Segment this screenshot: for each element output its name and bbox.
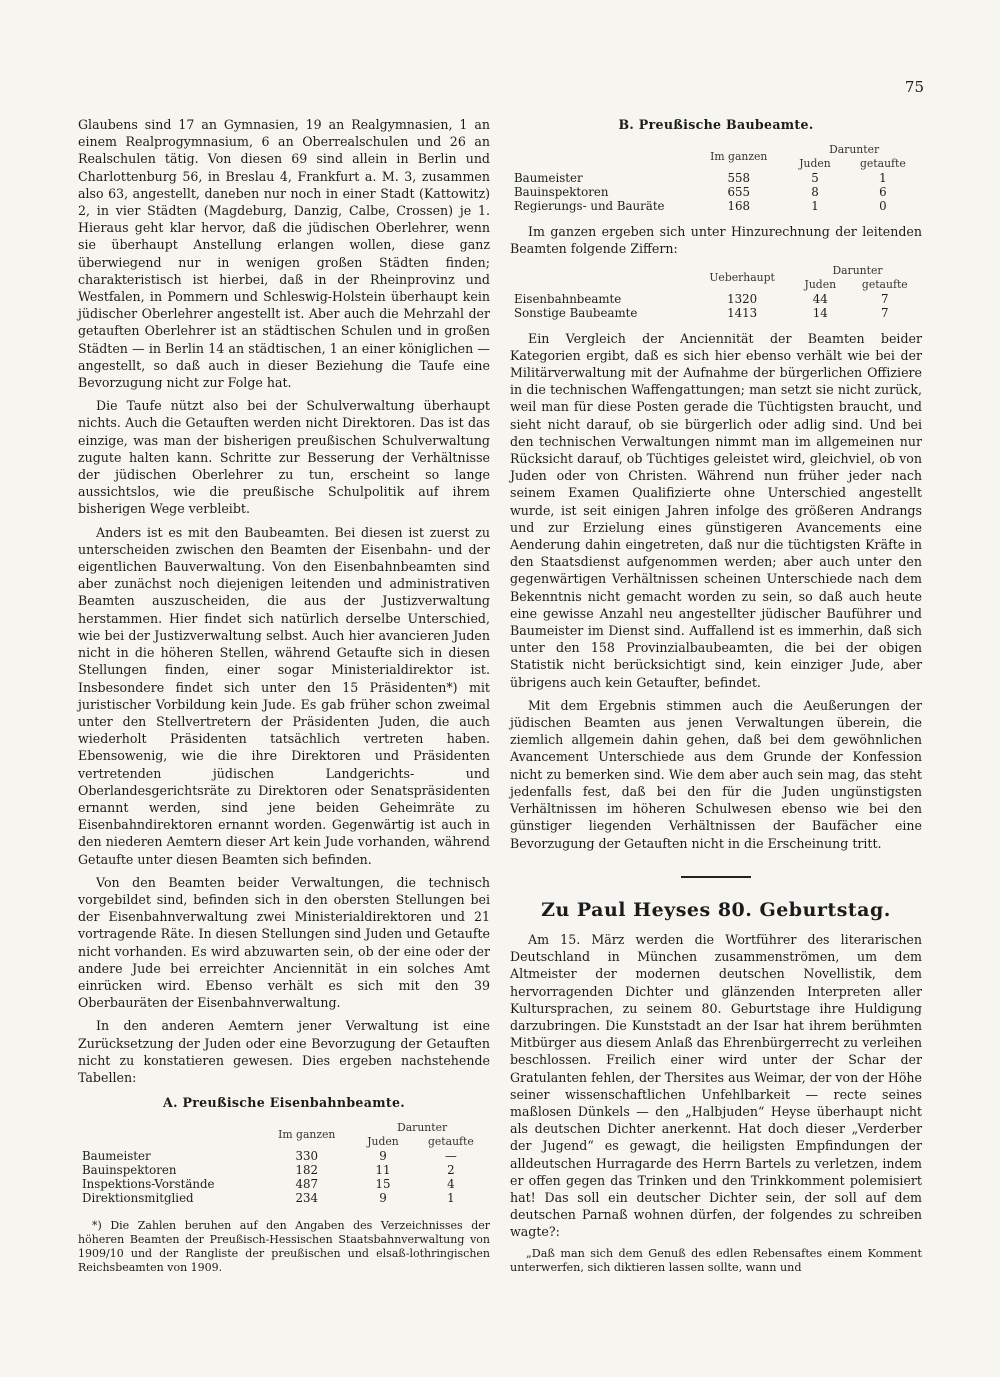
table-cell: 1: [811, 199, 819, 214]
right-column: [510, 116, 922, 1281]
table-header: getaufte: [860, 157, 906, 171]
table-cell: 330: [295, 1149, 319, 1164]
left-column: [78, 116, 490, 1281]
paragraph: Von den Beamten beider Verwaltungen, die technisch vorgebildet sind, befinden sich in den obersten Stellungen bei der Eisenbahnverwaltung zwei Ministerialdirektoren und 21 vortragende Räte. In diesen Stellungen sind Juden und Getaufte nicht vorhanden. Es wird abzuwarten sein, ob der eine oder der andere Jude bei erreichter Anciennität in ein solches Amt einrücken wird. Ebenso verhält es sich mit den 39 Oberbauräten der Eisenbahnverwaltung.: [78, 874, 490, 1011]
table-cell: 1: [447, 1191, 455, 1206]
table-a-title: A. Preußische Eisenbahnbeamte.: [163, 1095, 405, 1111]
table-header: Darunter: [397, 1121, 448, 1135]
table-b-title: B. Preußische Baubeamte.: [618, 117, 814, 132]
table-cell: 9: [379, 1191, 387, 1206]
table-header: getaufte: [861, 277, 908, 291]
table-cell: 234: [295, 1191, 319, 1206]
table-cell: —: [444, 1149, 457, 1164]
table-cell: 7: [881, 305, 889, 320]
table-cell: Regierungs- und Bauräte: [514, 199, 665, 214]
table-header: Juden: [804, 277, 837, 291]
table-cell: 487: [295, 1177, 319, 1192]
table-cell: 1: [879, 171, 887, 186]
table-row: [78, 1177, 490, 1191]
table-cell: 1413: [727, 305, 758, 320]
table-cell: 1320: [727, 291, 758, 306]
table-c: [510, 264, 922, 320]
table-row: [78, 1163, 490, 1177]
table-cell: 11: [375, 1163, 391, 1178]
table-row: [510, 185, 922, 199]
table-header: Ueberhaupt: [709, 270, 775, 284]
table-header: Im ganzen: [710, 150, 768, 164]
table-cell: 655: [727, 185, 751, 200]
article-title: Zu Paul Heyses 80. Geburtstag.: [541, 898, 891, 921]
table-cell: Bauinspektoren: [514, 185, 609, 200]
table-header: Juden: [367, 1135, 399, 1149]
table-cell: 9: [379, 1149, 387, 1164]
table-row: [78, 1149, 490, 1163]
table-cell: 44: [812, 291, 828, 306]
paragraph: Ein Vergleich der Anciennität der Beamten beider Kategorien ergibt, daß es sich hier ebenso verhält wie bei der Militärverwaltung mit der Aufnahme der bürgerlichen Offiziere in die technischen Waffengattungen; man setzt sie nicht zurück, weil man für diese Posten gerade die Tüchtigsten braucht, und sieht nicht darauf, ob sie bürgerlich oder adlig sind. Und bei den technischen Verwaltungen nimmt man im allgemeinen nur Rücksicht darauf, ob Tüchtiges geleistet wird, gleichviel, ob von Juden oder von Christen. Während nun früher jeder nach seinem Examen Qualifizierte ohne Unterschied angestellt wurde, ist seit einigen Jahren infolge des größeren Andrangs und zur Erzielung eines günstigeren Avancements eine Aenderung dahin eingetreten, daß nur die tüchtigsten Kräfte in den Staatsdienst aufgenommen werden; aber auch unter den gegenwärtigen Verhältnissen scheinen Unterschiede nach dem Bekenntnis nicht gemacht worden zu sein, so daß auch heute eine gewisse Anzahl neu angestellter jüdischer Bauführer und Baumeister im Dienst sind. Auffallend ist es immerhin, daß sich unter den 158 Provinzialbaubeamten, die bei der obigen Statistik nicht berücksichtigt sind, kein einziger Jude, aber übrigens auch kein Getaufter, befindet.: [510, 330, 922, 690]
table-cell: 4: [447, 1177, 455, 1192]
table-cell: Baumeister: [514, 171, 583, 186]
table-cell: 14: [812, 305, 828, 320]
table-cell: Sonstige Baubeamte: [514, 305, 638, 320]
table-header: Darunter: [829, 143, 880, 157]
table-header: getaufte: [428, 1135, 474, 1149]
table-row: [510, 171, 922, 185]
table-cell: 5: [811, 171, 819, 186]
table-row: [510, 306, 922, 320]
table-row: [78, 1191, 490, 1205]
paragraph: Im ganzen ergeben sich unter Hinzurechnung der leitenden Beamten folgende Ziffern:: [510, 224, 922, 257]
footnote: *) Die Zahlen beruhen auf den Angaben des Verzeichnisses der höheren Beamten der Preußisch-Hessischen Staatsbahnverwaltung von 1909/10 und der Rangliste der preußischen und elsaß-lothringischen Reichsbeamten von 1909.: [78, 1219, 490, 1275]
table-cell: 7: [881, 291, 889, 306]
table-cell: 8: [811, 185, 819, 200]
paragraph: Am 15. März werden die Wortführer des literarischen Deutschland in München zusammenströmen, um dem Altmeister der modernen deutschen Novellistik, dem hervorragenden Dichter und glänzenden Interpreten aller Kultursprachen, zu seinem 80. Geburtstage ihre Huldigung darzubringen. Die Kunststadt an der Isar hat ihrem berühmten Mitbürger aus diesem Anlaß das Ehrenbürgerrecht zu verleihen beschlossen. Freilich einer wird unter der Schar der Gratulanten fehlen, der Thersites aus Weimar, der von der Höhe seiner wissenschaftlichen Unfehlbarkeit — recte seines maßlosen Dünkels — den „Halbjuden“ Heyse überhaupt nicht als deutschen Dichter anerkennt. Hat doch dieser „Verderber der Jugend“ es gewagt, die heiligsten Empfindungen der alldeutschen Hurragarde des Herrn Bartels zu verletzen, indem er offen gegen das Trinken und den Trinkkomment polemisiert hat! Das soll ein deutscher Dichter sein, der soll auf dem deutschen Parnaß wohnen dürfen, der folgendes zu schreiben wagte?:: [510, 931, 922, 1240]
table-cell: Inspektions-Vorstände: [82, 1177, 215, 1192]
quote: „Daß man sich dem Genuß des edlen Rebensaftes einem Komment unterwerfen, sich diktieren lassen sollte, wann und: [510, 1246, 922, 1274]
table-cell: 15: [375, 1177, 391, 1192]
table-cell: 6: [879, 185, 887, 200]
table-row: [510, 292, 922, 306]
table-cell: 0: [879, 199, 887, 214]
table-cell: Eisenbahnbeamte: [514, 291, 622, 306]
section-divider: [681, 876, 751, 878]
paragraph: Mit dem Ergebnis stimmen auch die Aeußerungen der jüdischen Beamten aus jenen Verwaltungen überein, die ziemlich allgemein dahin gehen, daß bei dem gewöhnlichen Avancement Unterschiede aus dem Grunde der Konfession nicht zu bemerken sind. Wie dem aber auch sein mag, das steht jedenfalls fest, daß bei den für die Juden ungünstigsten Verhältnissen im höheren Schulwesen ebenso wie bei den günstiger liegenden Verhältnissen der Baufächer eine Bevorzugung der Getauften nicht in die Erscheinung tritt.: [510, 697, 922, 851]
table-cell: 2: [447, 1163, 455, 1178]
table-cell: 558: [727, 171, 751, 186]
table-cell: 168: [727, 199, 751, 214]
table-header: Im ganzen: [278, 1128, 336, 1142]
table-a: [78, 1121, 490, 1205]
page-number: 75: [904, 78, 924, 96]
paragraph: Die Taufe nützt also bei der Schulverwaltung überhaupt nichts. Auch die Getauften werden nicht Direktoren. Das ist das einzige, was man der bisherigen preußischen Schulverwaltung zugute halten kann. Schritte zur Besserung der Verhältnisse der jüdischen Oberlehrer zu tun, erscheint so lange aussichtslos, wie die preußische Schulpolitik auf ihrem bisherigen Wege verbleibt.: [78, 398, 490, 517]
paragraph: Anders ist es mit den Baubeamten. Bei diesen ist zuerst zu unterscheiden zwischen den Beamten der Eisenbahn- und der eigentlichen Bauverwaltung. Von den Eisenbahnbeamten sind aber zunächst noch diejenigen leitenden und administrativen Beamten auszuscheiden, die aus der Justizverwaltung herstammen. Hier findet sich natürlich derselbe Unterschied, wie bei der Justizverwaltung selbst. Auch hier avancieren Juden nicht in die höheren Stellen, während Getaufte sich in diesen Stellungen finden, einer sogar Ministerialdirektor ist. Insbesondere findet sich unter den 15 Präsidenten*) mit juristischer Vorbildung kein Jude. Es gab früher schon zweimal unter den Stellvertretern der Präsidenten Juden, die auch wiederholt Präsidenten tatsächlich vertreten haben. Ebensowenig, wie die ihre Direktoren und Präsidenten vertretenden jüdischen Landgerichts- und Oberlandesgerichtsräte zu Direktoren oder Senatspräsidenten ernannt werden, sind jene beiden Geheimräte zu Eisenbahndirektoren ernannt worden. Gegenwärtig ist auch in den niederen Aemtern dieser Art kein Jude vorhanden, während Getaufte unter diesen Beamten sich befinden.: [78, 524, 490, 867]
table-cell: Direktionsmitglied: [82, 1191, 194, 1206]
table-cell: Baumeister: [82, 1149, 151, 1164]
table-cell: 182: [295, 1163, 319, 1178]
paragraph: Glaubens sind 17 an Gymnasien, 19 an Realgymnasien, 1 an einem Realprogymnasium, 6 an Oberrealschulen und 26 an Realschulen tätig. Von diesen 69 sind allein in Berlin und Charlottenburg 56, in Breslau 4, Frankfurt a. M. 3, zusammen also 63, angestellt, daneben nur noch in einer Stadt (Kattowitz) 2, in vier Städten (Magdeburg, Danzig, Calbe, Crossen) je 1. Hieraus geht klar hervor, daß die jüdischen Oberlehrer, wenn sie überhaupt Anstellung erlangen wollen, diese ganz überwiegend nur in wenigen großen Städten finden; charakteristisch ist hierbei, daß in der Rheinprovinz und Westfalen, in Pommern und Schleswig-Holstein überhaupt kein jüdischer Oberlehrer angestellt ist. Aber auch die Mehrzahl der getauften Oberlehrer ist an städtischen Schulen und in großen Städten — in Berlin 14 an städtischen, 1 an einer königlichen — angestellt, so daß auch in dieser Beziehung die Taufe eine Bevorzugung nicht zur Folge hat.: [78, 117, 490, 391]
table-header: Darunter: [832, 263, 883, 277]
table-header: Juden: [799, 157, 831, 171]
table-cell: Bauinspektoren: [82, 1163, 177, 1178]
table-row: [510, 199, 922, 213]
paragraph: In den anderen Aemtern jener Verwaltung ist eine Zurücksetzung der Juden oder eine Bevorzugung der Getauften nicht zu konstatieren gewesen. Dies ergeben nachstehende Tabellen:: [78, 1018, 490, 1085]
table-b: [510, 143, 922, 213]
